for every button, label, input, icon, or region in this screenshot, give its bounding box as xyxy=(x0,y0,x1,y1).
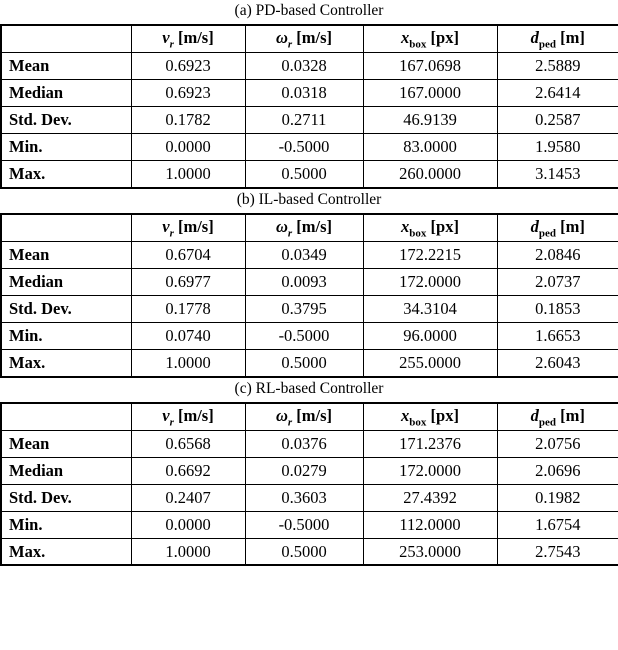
row-label: Mean xyxy=(1,430,131,457)
cell-value: 112.0000 xyxy=(363,511,497,538)
cell-value: 0.3795 xyxy=(245,296,363,323)
table-row xyxy=(1,538,618,565)
cell-value: 0.0000 xyxy=(131,511,245,538)
table-row xyxy=(1,269,618,296)
cell-value: 167.0698 xyxy=(363,53,497,80)
stats-table-c xyxy=(0,402,618,567)
row-label: Mean xyxy=(1,53,131,80)
cell-value: 27.4392 xyxy=(363,484,497,511)
cell-value: 0.5000 xyxy=(245,350,363,377)
table-row xyxy=(1,53,618,80)
cell-value: -0.5000 xyxy=(245,134,363,161)
cell-value: 2.7543 xyxy=(497,538,618,565)
column-header-dped: $d_{ped}$ [m] xyxy=(497,403,618,431)
table-row xyxy=(1,323,618,350)
table-row xyxy=(1,511,618,538)
cell-value: 0.0740 xyxy=(131,323,245,350)
cell-value: 171.2376 xyxy=(363,430,497,457)
table-block-c xyxy=(0,378,618,567)
cell-value: 0.6923 xyxy=(131,80,245,107)
cell-value: 83.0000 xyxy=(363,134,497,161)
cell-value: 0.1982 xyxy=(497,484,618,511)
column-header-vr: $v_r$ [m/s] xyxy=(131,25,245,53)
row-label: Max. xyxy=(1,350,131,377)
cell-value: 1.0000 xyxy=(131,350,245,377)
table-row xyxy=(1,107,618,134)
cell-value: 2.0696 xyxy=(497,457,618,484)
cell-value: 0.5000 xyxy=(245,161,363,188)
cell-value: 0.6568 xyxy=(131,430,245,457)
table-block-b xyxy=(0,189,618,378)
cell-value: 0.0093 xyxy=(245,269,363,296)
cell-value: 0.0318 xyxy=(245,80,363,107)
table-caption-a: (a) PD-based Controller xyxy=(234,2,384,19)
cell-value: 2.5889 xyxy=(497,53,618,80)
table-row xyxy=(1,430,618,457)
cell-value: -0.5000 xyxy=(245,511,363,538)
column-header-vr: $v_r$ [m/s] xyxy=(131,214,245,242)
cell-value: 2.0756 xyxy=(497,430,618,457)
row-label: Min. xyxy=(1,511,131,538)
cell-value: 2.0846 xyxy=(497,242,618,269)
cell-value: 1.0000 xyxy=(131,538,245,565)
row-label: Max. xyxy=(1,161,131,188)
table-header-row xyxy=(1,214,618,242)
row-label: Median xyxy=(1,269,131,296)
column-header-omegar: $\omega_r$ [m/s] xyxy=(245,214,363,242)
cell-value: 34.3104 xyxy=(363,296,497,323)
header-corner-cell xyxy=(1,214,131,242)
row-label: Min. xyxy=(1,134,131,161)
cell-value: 0.6704 xyxy=(131,242,245,269)
header-corner-cell xyxy=(1,25,131,53)
cell-value: 96.0000 xyxy=(363,323,497,350)
column-header-vr: $v_r$ [m/s] xyxy=(131,403,245,431)
cell-value: 167.0000 xyxy=(363,80,497,107)
cell-value: 0.2407 xyxy=(131,484,245,511)
cell-value: 172.0000 xyxy=(363,457,497,484)
row-label: Std. Dev. xyxy=(1,107,131,134)
cell-value: 0.2711 xyxy=(245,107,363,134)
cell-value: 0.6977 xyxy=(131,269,245,296)
column-header-omegar: $\omega_r$ [m/s] xyxy=(245,25,363,53)
cell-value: 0.0349 xyxy=(245,242,363,269)
row-label: Mean xyxy=(1,242,131,269)
table-row xyxy=(1,242,618,269)
table-row xyxy=(1,134,618,161)
cell-value: -0.5000 xyxy=(245,323,363,350)
column-header-xbox: $x_{box}$ [px] xyxy=(363,25,497,53)
cell-value: 0.0328 xyxy=(245,53,363,80)
table-row xyxy=(1,296,618,323)
table-header-row xyxy=(1,25,618,53)
cell-value: 46.9139 xyxy=(363,107,497,134)
table-row xyxy=(1,484,618,511)
cell-value: 1.9580 xyxy=(497,134,618,161)
cell-value: 0.2587 xyxy=(497,107,618,134)
cell-value: 0.6923 xyxy=(131,53,245,80)
row-label: Std. Dev. xyxy=(1,296,131,323)
row-label: Std. Dev. xyxy=(1,484,131,511)
table-header-row xyxy=(1,403,618,431)
cell-value: 1.0000 xyxy=(131,161,245,188)
table-row xyxy=(1,80,618,107)
cell-value: 2.6414 xyxy=(497,80,618,107)
cell-value: 0.6692 xyxy=(131,457,245,484)
cell-value: 0.1853 xyxy=(497,296,618,323)
stats-table-a xyxy=(0,24,618,189)
column-header-dped: $d_{ped}$ [m] xyxy=(497,25,618,53)
cell-value: 260.0000 xyxy=(363,161,497,188)
row-label: Max. xyxy=(1,538,131,565)
table-caption-c: (c) RL-based Controller xyxy=(234,379,384,397)
cell-value: 0.0000 xyxy=(131,134,245,161)
cell-value: 1.6754 xyxy=(497,511,618,538)
cell-value: 0.1778 xyxy=(131,296,245,323)
column-header-xbox: $x_{box}$ [px] xyxy=(363,214,497,242)
cell-value: 1.6653 xyxy=(497,323,618,350)
table-caption-b: (b) IL-based Controller xyxy=(236,190,382,208)
cell-value: 0.1782 xyxy=(131,107,245,134)
cell-value: 0.0376 xyxy=(245,430,363,457)
header-corner-cell xyxy=(1,403,131,431)
table-row xyxy=(1,457,618,484)
row-label: Median xyxy=(1,80,131,107)
stats-table-b xyxy=(0,213,618,378)
cell-value: 0.3603 xyxy=(245,484,363,511)
cell-value: 0.5000 xyxy=(245,538,363,565)
column-header-omegar: $\omega_r$ [m/s] xyxy=(245,403,363,431)
cell-value: 253.0000 xyxy=(363,538,497,565)
cell-value: 3.1453 xyxy=(497,161,618,188)
table-row xyxy=(1,161,618,188)
table-block-a xyxy=(0,0,618,189)
cell-value: 255.0000 xyxy=(363,350,497,377)
table-row xyxy=(1,350,618,377)
row-label: Min. xyxy=(1,323,131,350)
row-label: Median xyxy=(1,457,131,484)
column-header-xbox: $x_{box}$ [px] xyxy=(363,403,497,431)
cell-value: 172.2215 xyxy=(363,242,497,269)
cell-value: 2.0737 xyxy=(497,269,618,296)
cell-value: 0.0279 xyxy=(245,457,363,484)
column-header-dped: $d_{ped}$ [m] xyxy=(497,214,618,242)
cell-value: 172.0000 xyxy=(363,269,497,296)
cell-value: 2.6043 xyxy=(497,350,618,377)
